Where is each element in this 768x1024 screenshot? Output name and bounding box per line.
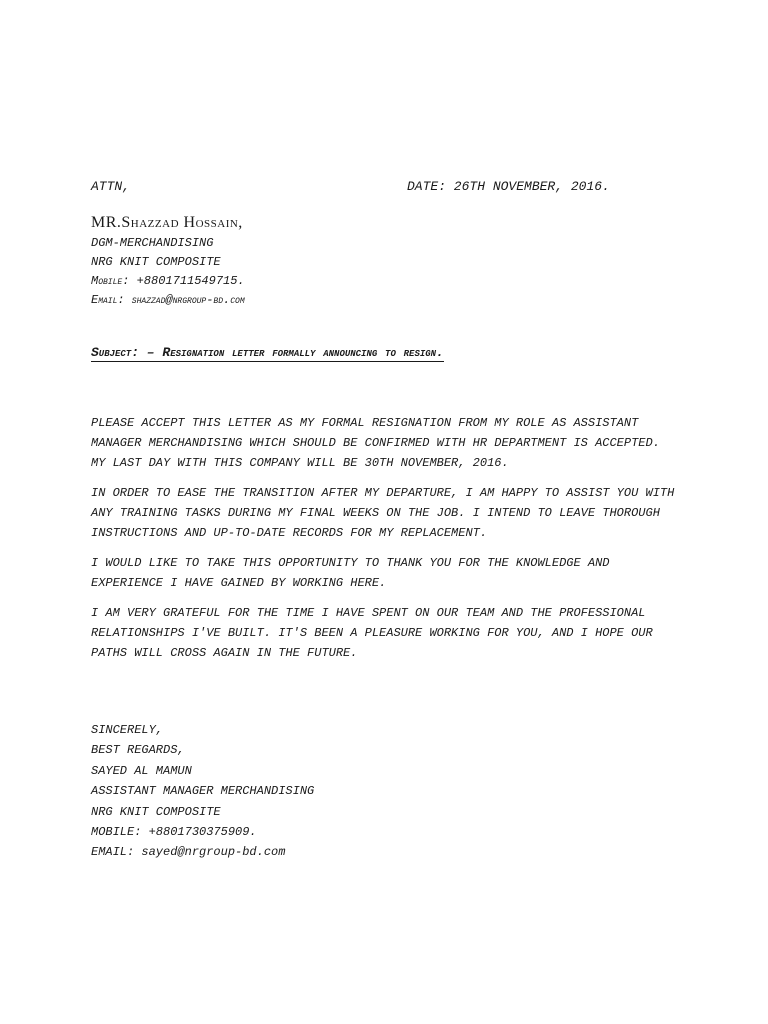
recipient-title: DGM-MERCHANDISING (91, 236, 214, 250)
closing-regards: BEST REGARDS, (91, 743, 185, 758)
closing-sincerely: SINCERELY, (91, 723, 164, 737)
body-paragraph-3: I WOULD LIKE TO TAKE THIS OPPORTUNITY TO THANK YOU FOR THE KNOWLEDGE AND EXPERIENCE I HAVE GAINED BY WORKING HERE. (91, 556, 610, 590)
body-paragraph-2: IN ORDER TO EASE THE TRANSITION AFTER MY DEPARTURE, I AM HAPPY TO ASSIST YOU WITH ANY TRAINING TASKS DURING MY FINAL WEEKS ON THE JOB. I INTEND TO LEAVE THOROUGH INSTRUCTIONS AND UP-TO-DATE RECORDS FOR MY REPLACEMENT. (91, 486, 675, 540)
sender-email: EMAIL: sayed@nrgroup-bd.com (91, 845, 286, 860)
recipient-name: MR.Shazzad Hossain, (91, 214, 243, 231)
attn-label: ATTN, (91, 179, 131, 194)
sender-title: ASSISTANT MANAGER MERCHANDISING (91, 784, 315, 799)
body-paragraph-1: PLEASE ACCEPT THIS LETTER AS MY FORMAL RESIGNATION FROM MY ROLE AS ASSISTANT MANAGER MERCHANDISING WHICH SHOULD BE CONFIRMED WITH HR DEPARTMENT IS ACCEPTED. MY LAST DAY WITH THIS COMPANY WILL BE 30TH NOVEMBER, 2016. (91, 416, 660, 470)
sender-mobile: MOBILE: +8801730375909. (91, 825, 257, 840)
subject-line: Subject: – Resignation letter formally announcing to resign. (91, 345, 444, 360)
body-paragraph-4: I AM VERY GRATEFUL FOR THE TIME I HAVE SPENT ON OUR TEAM AND THE PROFESSIONAL RELATIONSHIPS I'VE BUILT. IT'S BEEN A PLEASURE WORKING FOR YOU, AND I HOPE OUR PATHS WILL CROSS AGAIN IN THE FUTURE. (91, 606, 653, 660)
recipient-mobile: Mobile: +8801711549715. (91, 274, 245, 288)
sender-company: NRG KNIT COMPOSITE (91, 804, 221, 819)
sender-name: SAYED AL MAMUN (91, 763, 192, 778)
recipient-block (91, 212, 245, 310)
closing-block (91, 720, 314, 863)
recipient-company: NRG KNIT COMPOSITE (91, 255, 221, 269)
letter-body (91, 413, 691, 673)
letter-date: DATE: 26TH NOVEMBER, 2016. (407, 179, 610, 194)
recipient-email: Email: shazzad@nrgroup-bd.com (91, 293, 245, 307)
